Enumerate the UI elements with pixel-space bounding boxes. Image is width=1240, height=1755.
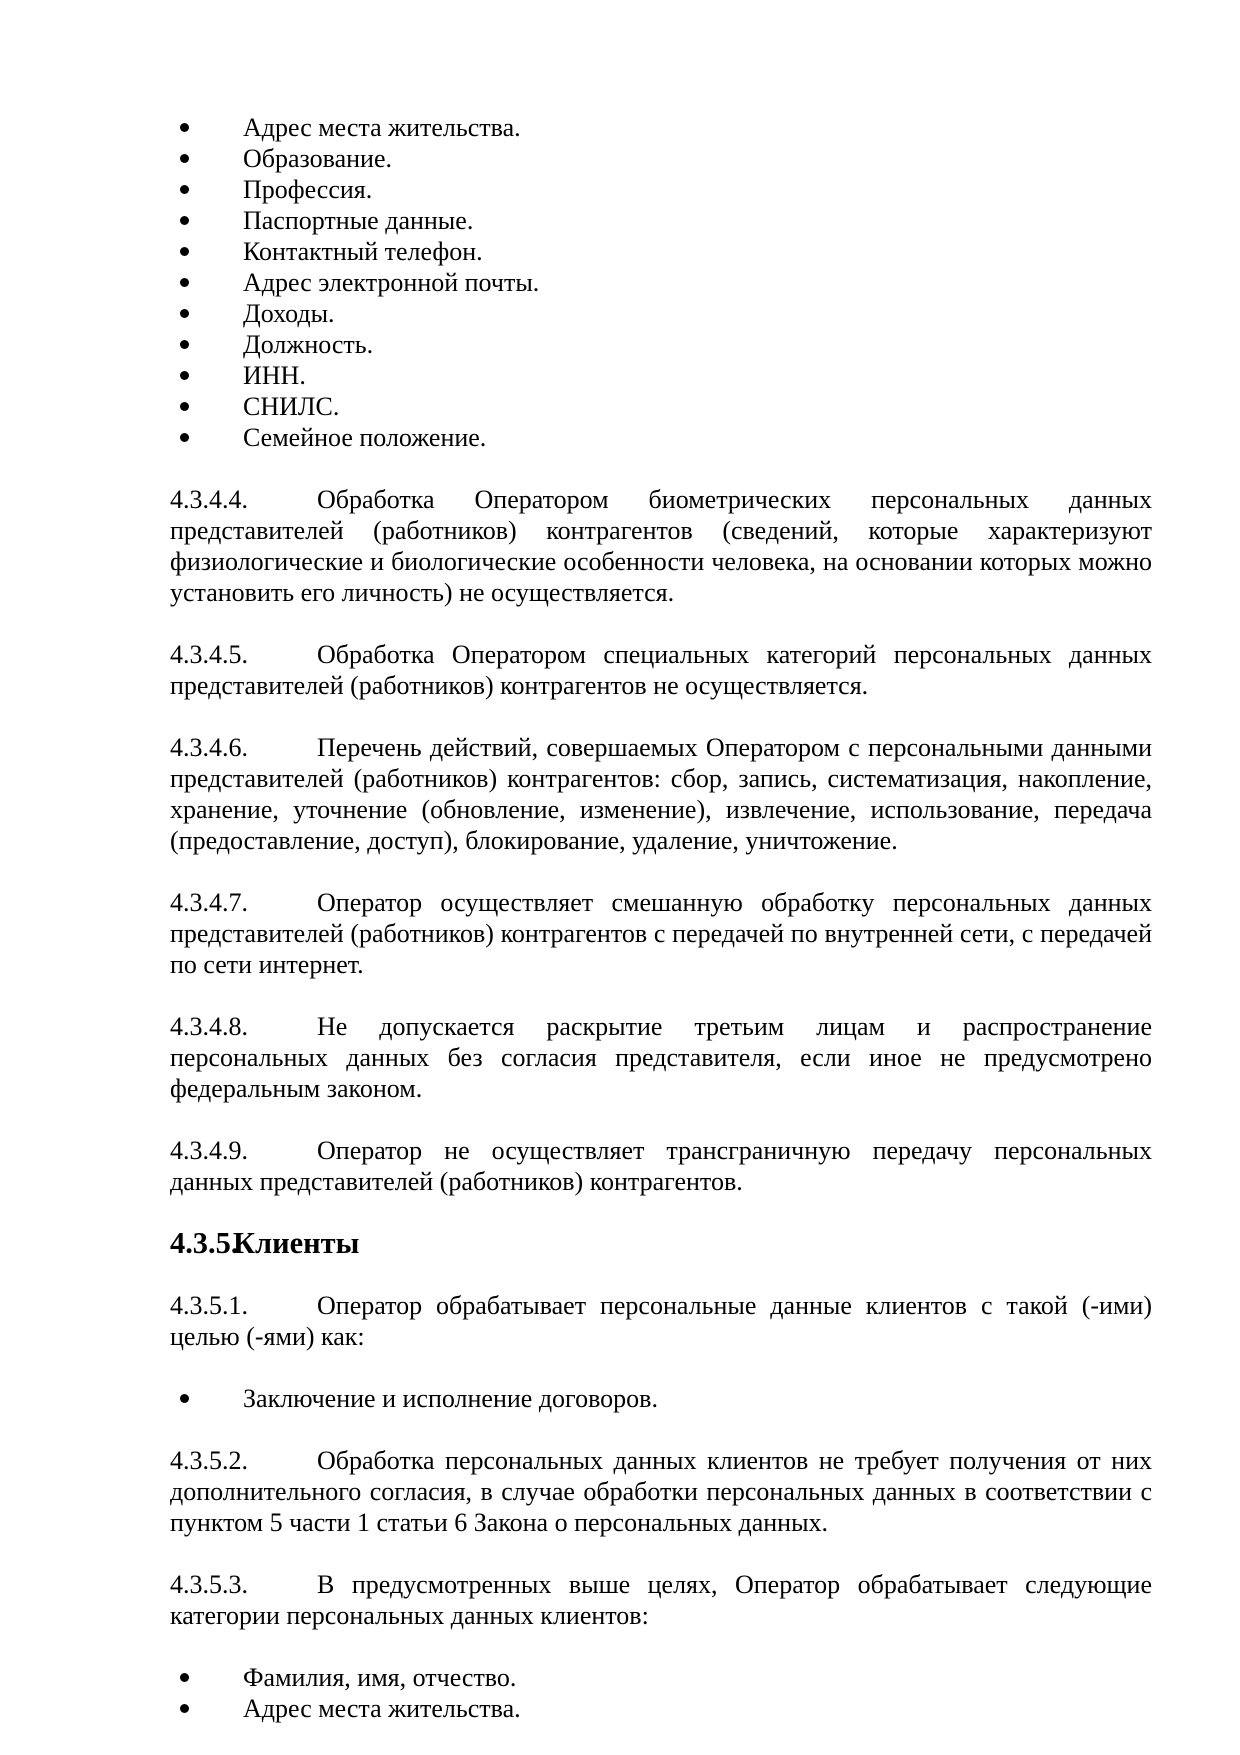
paragraph-4-3-4-5 (170, 639, 1152, 701)
list-item-text: Паспортные данные. (243, 206, 474, 235)
list-item-text: Доходы. (243, 299, 335, 328)
list-item (170, 267, 1152, 298)
list-item (170, 143, 1152, 174)
bullet-icon (180, 185, 189, 194)
list-item-text: Контактный телефон. (243, 237, 483, 266)
clause-text: Обработка Оператором специальных категорий персональных данных представителей (работников) контрагентов не осуществляется. (170, 640, 1152, 700)
bullet-icon (180, 278, 189, 287)
clause-number: 4.3.4.6. (170, 733, 248, 762)
paragraph-4-3-4-7 (170, 887, 1152, 980)
list-item (170, 360, 1152, 391)
clause-text: Оператор обрабатывает персональные данные клиентов с такой (-ими) целью (-ями) как: (170, 1291, 1152, 1351)
clause-number: 4.3.5.3. (170, 1570, 248, 1599)
clause-text: Оператор не осуществляет трансграничную передачу персональных данных представителей (работников) контрагентов. (170, 1136, 1152, 1196)
list-item-text: Семейное положение. (243, 423, 487, 452)
clause-text: Не допускается раскрытие третьим лицам и распространение персональных данных без согласия представителя, если иное не предусмотрено федеральным законом. (170, 1012, 1152, 1103)
list-item-text: ИНН. (243, 361, 306, 390)
clause-text: В предусмотренных выше целях, Оператор обрабатывает следующие категории персональных данных клиентов: (170, 1570, 1152, 1630)
list-item-text: СНИЛС. (243, 392, 340, 421)
bullet-icon (180, 340, 189, 349)
bullet-icon (180, 216, 189, 225)
bullet-icon (180, 154, 189, 163)
list-item-text: Адрес места жительства. (243, 1694, 521, 1723)
list-item (170, 174, 1152, 205)
list-item (170, 1383, 1152, 1414)
bullet-list-client-categories (170, 1662, 1152, 1724)
list-item (170, 112, 1152, 143)
list-item (170, 329, 1152, 360)
list-item (170, 298, 1152, 329)
list-item (170, 422, 1152, 453)
clause-number: 4.3.4.5. (170, 640, 248, 669)
clause-number: 4.3.4.4. (170, 485, 248, 514)
bullet-icon (180, 433, 189, 442)
paragraph-4-3-5-1 (170, 1290, 1152, 1352)
bullet-list-client-goals (170, 1383, 1152, 1414)
list-item-text: Заключение и исполнение договоров. (243, 1384, 658, 1413)
bullet-icon (180, 402, 189, 411)
bullet-icon (180, 1673, 189, 1682)
list-item-text: Адрес электронной почты. (243, 268, 540, 297)
bullet-icon (180, 371, 189, 380)
bullet-icon (180, 123, 189, 132)
bullet-icon (180, 1394, 189, 1403)
list-item (170, 391, 1152, 422)
list-item (170, 236, 1152, 267)
bullet-icon (180, 1704, 189, 1713)
clause-number: 4.3.4.9. (170, 1136, 248, 1165)
paragraph-4-3-5-2 (170, 1445, 1152, 1538)
list-item-text: Профессия. (243, 175, 373, 204)
list-item-text: Фамилия, имя, отчество. (243, 1663, 517, 1692)
clause-text: Оператор осуществляет смешанную обработку персональных данных представителей (работников) контрагентов с передачей по внутренней сети, с передачей по сети интернет. (170, 888, 1152, 979)
clause-number: 4.3.4.8. (170, 1012, 248, 1041)
paragraph-4-3-4-6 (170, 732, 1152, 856)
list-item (170, 1662, 1152, 1693)
paragraph-4-3-5-3 (170, 1569, 1152, 1631)
clause-number: 4.3.5.2. (170, 1446, 248, 1475)
section-title: Клиенты (233, 1226, 360, 1260)
bullet-icon (180, 247, 189, 256)
clause-number: 4.3.5.1. (170, 1291, 248, 1320)
clause-text: Перечень действий, совершаемых Оператором с персональными данными представителей (работников) контрагентов: сбор, запись, систематизация, накопление, хранение, уточнение (обновление, изменение), извлечение, использование, передача (предоставление, доступ), блокирование, удаление, уничтожение. (170, 733, 1152, 855)
list-item (170, 1693, 1152, 1724)
bullet-list-personal-data (170, 112, 1152, 453)
list-item-text: Образование. (243, 144, 393, 173)
clause-number: 4.3.4.7. (170, 888, 248, 917)
paragraph-4-3-4-9 (170, 1135, 1152, 1197)
paragraph-4-3-4-8 (170, 1011, 1152, 1104)
paragraph-4-3-4-4 (170, 484, 1152, 608)
section-heading-4-3-5 (170, 1228, 1152, 1259)
clause-text: Обработка Оператором биометрических персональных данных представителей (работников) контрагентов (сведений, которые характеризуют физиологические и биологические особенности человека, на основании которых можно установить его личность) не осуществляется. (170, 485, 1152, 607)
list-item (170, 205, 1152, 236)
clause-text: Обработка персональных данных клиентов не требует получения от них дополнительного согласия, в случае обработки персональных данных в соответствии с пунктом 5 части 1 статьи 6 Закона о персональных данных. (170, 1446, 1152, 1537)
bullet-icon (180, 309, 189, 318)
section-number: 4.3.5. (170, 1226, 239, 1260)
list-item-text: Должность. (243, 330, 374, 359)
list-item-text: Адрес места жительства. (243, 113, 521, 142)
